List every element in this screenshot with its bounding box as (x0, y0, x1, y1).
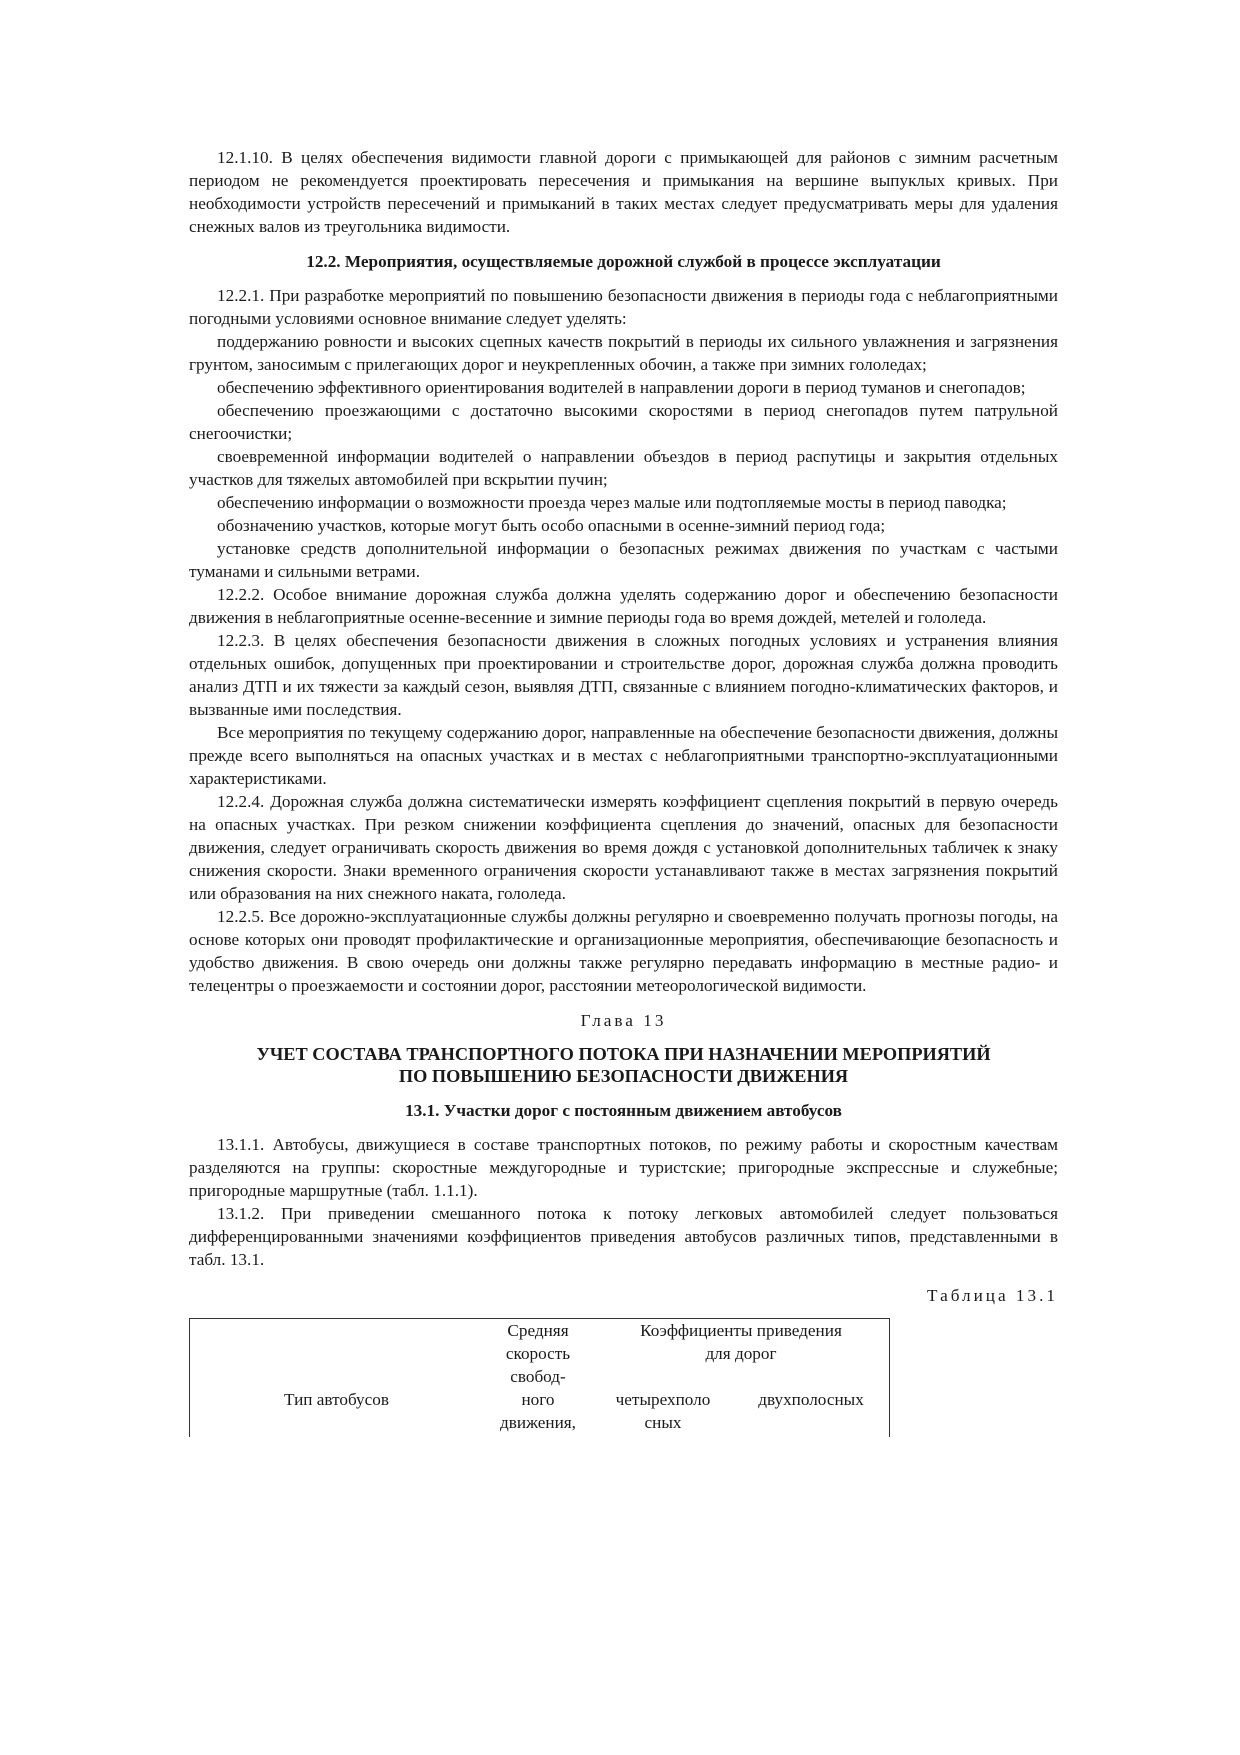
header-speed-line: скорость (505, 1344, 571, 1363)
paragraph-13-1-2: 13.1.2. При приведении смешанного потока к потоку легковых автомобилей следует пользоваться дифференцированными значениями коэффициентов приведения автобусов различных типов, представленными в табл. 13.1. (189, 1204, 1058, 1269)
header-cell-speed (483, 1319, 593, 1434)
header-coef-line: Коэффициенты приведения (640, 1321, 842, 1340)
list-item: обеспечению проезжающими с достаточно высокими скоростями в период снегопадов путем патрульной снегоочистки; (189, 401, 1058, 443)
paragraph-all-measures: Все мероприятия по текущему содержанию дорог, направленные на обеспечение безопасности движения, должны прежде всего выполняться на опасных участках и в местах с неблагоприятными транспортно-эксплуатационными характеристиками. (189, 723, 1058, 788)
list-item: установке средств дополнительной информации о безопасных режимах движения по участкам с частыми туманами и сильными ветрами. (189, 539, 1058, 581)
list-item: обозначению участков, которые могут быть особо опасными в осенне-зимний период года; (217, 516, 886, 535)
table-header (190, 1319, 889, 1434)
header-four-line: сных (644, 1413, 682, 1432)
list-item: обеспечению информации о возможности проезда через малые или подтопляемые мосты в период паводка; (217, 493, 1007, 512)
paragraph-12-2-1: 12.2.1. При разработке мероприятий по повышению безопасности движения в периоды года с неблагоприятными погодными условиями основное внимание следует уделять: (189, 286, 1058, 328)
chapter-title (189, 1043, 1058, 1087)
chapter-title-line: УЧЕТ СОСТАВА ТРАНСПОРТНОГО ПОТОКА ПРИ НАЗНАЧЕНИИ МЕРОПРИЯТИЙ (256, 1044, 991, 1064)
header-speed-line: движения, (500, 1413, 576, 1432)
header-speed-line: ного (521, 1390, 555, 1409)
table-label: Таблица 13.1 (927, 1286, 1058, 1305)
table-header-row (190, 1319, 889, 1388)
chapter-label: Глава 13 (580, 1011, 667, 1030)
section-heading-12-2: 12.2. Мероприятия, осуществляемые дорожной службой в процессе эксплуатации (306, 252, 941, 271)
header-type-label: Тип автобусов (284, 1390, 389, 1409)
paragraph-12-2-5: 12.2.5. Все дорожно-эксплуатационные службы должны регулярно и своевременно получать прогнозы погоды, на основе которых они проводят профилактические и организационные мероприятия, обеспечивающие безопасность и удобство движения. В свою очередь они должны также регулярно передавать информацию в местные радио- и телецентры о проезжаемости и состоянии дорог, расстоянии метеорологической видимости. (189, 907, 1058, 995)
header-two-label: двухполосных (758, 1390, 864, 1409)
header-four-line: четырехполо (615, 1390, 711, 1409)
paragraph-13-1-1: 13.1.1. Автобусы, движущиеся в составе транспортных потоков, по режиму работы и скоростным качествам разделяются на группы: скоростные междугородные и туристские; пригородные экспрессные и служебные; пригородные маршрутные (табл. 1.1.1). (189, 1135, 1058, 1200)
paragraph-12-2-2: 12.2.2. Особое внимание дорожная служба должна уделять содержанию дорог и обеспечению безопасности движения в неблагоприятные осенне-весенние и зимние периоды года во время дождей, метелей и гололеда. (189, 585, 1058, 627)
chapter-title-line: ПО ПОВЫШЕНИЮ БЕЗОПАСНОСТИ ДВИЖЕНИЯ (398, 1066, 849, 1086)
paragraph-12-2-3: 12.2.3. В целях обеспечения безопасности движения в сложных погодных условиях и устранения влияния отдельных ошибок, допущенных при проектировании и строительстве дорог, дорожная служба должна проводить анализ ДТП и их тяжести за каждый сезон, выявляя ДТП, связанные с влиянием погодно-климатических факторов, и вызванные ими последствия. (189, 631, 1058, 719)
paragraph-12-2-4: 12.2.4. Дорожная служба должна систематически измерять коэффициент сцепления покрытий в первую очередь на опасных участках. При резком снижении коэффициента сцепления до значений, опасных для безопасности движения, следует ограничивать скорость движения во время дождя с установкой дополнительных табличек к знаку снижения скорости. Знаки временного ограничения скорости устанавливают также в местах загрязнения покрытий или образования на них снежного наката, гололеда. (189, 792, 1058, 903)
header-cell-four-lane (593, 1388, 733, 1434)
header-cell-type (190, 1319, 483, 1434)
data-table (189, 1318, 890, 1437)
list-item: обеспечению эффективного ориентирования водителей в направлении дороги в период туманов и снегопадов; (217, 378, 1026, 397)
header-speed-line: Средняя (507, 1321, 569, 1340)
document-page (189, 146, 1058, 1437)
list-item: поддержанию ровности и высоких сцепных качеств покрытий в периоды их сильного увлажнения и загрязнения грунтом, заносимым с прилегающих дорог и неукрепленных обочин, а также при зимних гололедах; (189, 332, 1058, 374)
header-coef-line: для дорог (705, 1344, 777, 1363)
header-cell-two-lane (733, 1388, 889, 1434)
paragraph-12-1-10: 12.1.10. В целях обеспечения видимости главной дороги с примыкающей для районов с зимним расчетным периодом не рекомендуется проектировать пересечения и примыкания на вершине выпуклых кривых. При необходимости устройств пересечений и примыканий в таких местах следует предусматривать меры для удаления снежных валов из треугольника видимости. (189, 148, 1058, 236)
header-speed-line: свобод- (510, 1367, 566, 1386)
header-cell-coefficients (593, 1319, 889, 1388)
list-item: своевременной информации водителей о направлении объездов в период распутицы и закрытия отдельных участков для тяжелых автомобилей при вскрытии пучин; (189, 447, 1058, 489)
section-heading-13-1: 13.1. Участки дорог с постоянным движением автобусов (405, 1101, 842, 1120)
